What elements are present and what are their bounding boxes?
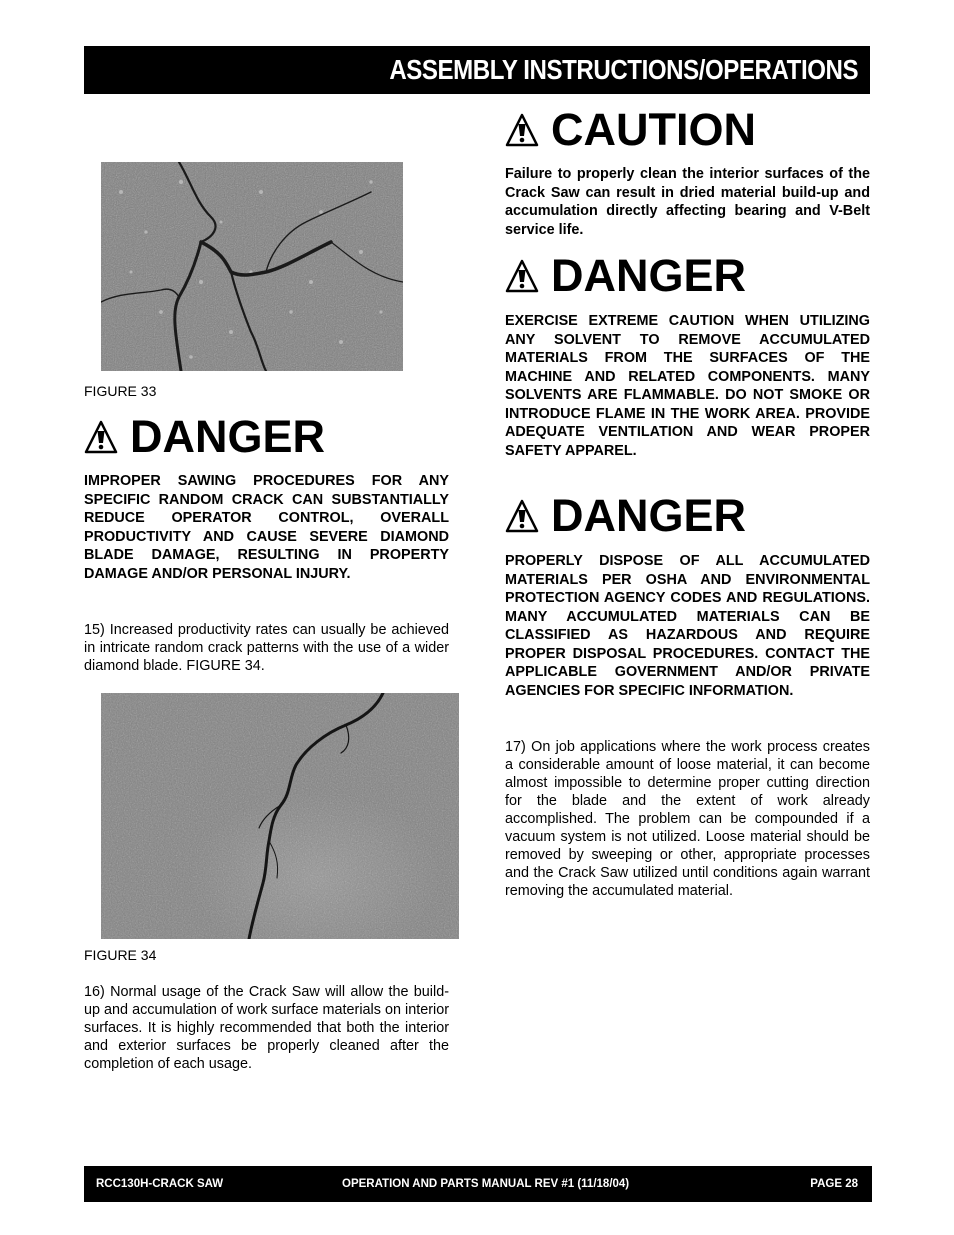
footer-bar	[84, 1166, 872, 1202]
warning-triangle-icon	[505, 259, 539, 293]
footer-page-number: PAGE 28	[810, 1178, 858, 1190]
danger-2-title: DANGER	[551, 250, 747, 301]
figure-33-photo	[101, 162, 403, 371]
warning-triangle-icon	[505, 499, 539, 533]
section-header-bar	[84, 46, 870, 94]
footer-manual-title: OPERATION AND PARTS MANUAL REV #1 (11/18/04)	[342, 1178, 630, 1190]
caution-title: CAUTION	[551, 104, 756, 155]
danger-1-heading	[84, 412, 325, 462]
warning-triangle-icon	[84, 420, 118, 454]
step-17-text: 17) On job applications where the work process creates a considerable amount of loose material, it can become almost impossible to determine proper cutting direction for the blade and the extent of work already accomplished. The problem can be compounded if a vacuum system is not utilized. Loose material should be removed by sweeping or other, appropriate processes and the Crack Saw utilized until conditions again warrant removing the accumulated material.	[505, 739, 870, 899]
danger-1-title: DANGER	[130, 411, 326, 462]
figure-33-caption: FIGURE 33	[84, 383, 157, 399]
danger-1-body: IMPROPER SAWING PROCEDURES FOR ANY SPECIFIC RANDOM CRACK CAN SUBSTANTIALLY REDUCE OPERATOR CONTROL, OVERALL PRODUCTIVITY AND CAUSE SEVERE DIAMOND BLADE DAMAGE, RESULTING IN PROPERTY DAMAGE AND/OR PERSONAL INJURY.	[84, 473, 449, 582]
footer-model: RCC130H-CRACK SAW	[96, 1178, 224, 1190]
danger-3-title: DANGER	[551, 490, 747, 541]
danger-3-body: PROPERLY DISPOSE OF ALL ACCUMULATED MATERIALS PER OSHA AND ENVIRONMENTAL PROTECTION AGENCY CODES AND REGULATIONS. MANY ACCUMULATED MATERIALS CAN BE CLASSIFIED AS HAZARDOUS AND REQUIRE PROPER DISPOSAL PROCEDURES. CONTACT THE APPLICABLE GOVERNMENT AND/OR PRIVATE AGENCIES FOR SPECIFIC INFORMATION.	[505, 553, 870, 699]
step-15-text: 15) Increased productivity rates can usually be achieved in intricate random crack patterns with the use of a wider diamond blade. FIGURE 34.	[84, 622, 449, 674]
danger-2-heading	[505, 251, 746, 301]
warning-triangle-icon	[505, 113, 539, 147]
caution-heading	[505, 105, 756, 155]
figure-34-photo	[101, 693, 459, 939]
danger-3-heading	[505, 491, 746, 541]
caution-body: Failure to properly clean the interior surfaces of the Crack Saw can result in dried material build-up and accumulation directly affecting bearing and V-Belt service life.	[505, 166, 870, 238]
step-16-text: 16) Normal usage of the Crack Saw will allow the build-up and accumulation of work surface materials on interior surfaces. It is highly recommended that both the interior and exterior surfaces be properly cleaned after the completion of each usage.	[84, 984, 449, 1072]
figure-34-caption: FIGURE 34	[84, 947, 157, 963]
section-title: ASSEMBLY INSTRUCTIONS/OPERATIONS	[389, 54, 858, 85]
danger-2-body: EXERCISE EXTREME CAUTION WHEN UTILIZING ANY SOLVENT TO REMOVE ACCUMULATED MATERIALS FROM THE SURFACES OF THE MACHINE AND RELATED COMPONENTS. MANY SOLVENTS ARE FLAMMABLE. DO NOT SMOKE OR INTRODUCE FLAME IN THE WORK AREA. PROVIDE ADEQUATE VENTILATION AND WEAR PROPER SAFETY APPAREL.	[505, 313, 870, 459]
